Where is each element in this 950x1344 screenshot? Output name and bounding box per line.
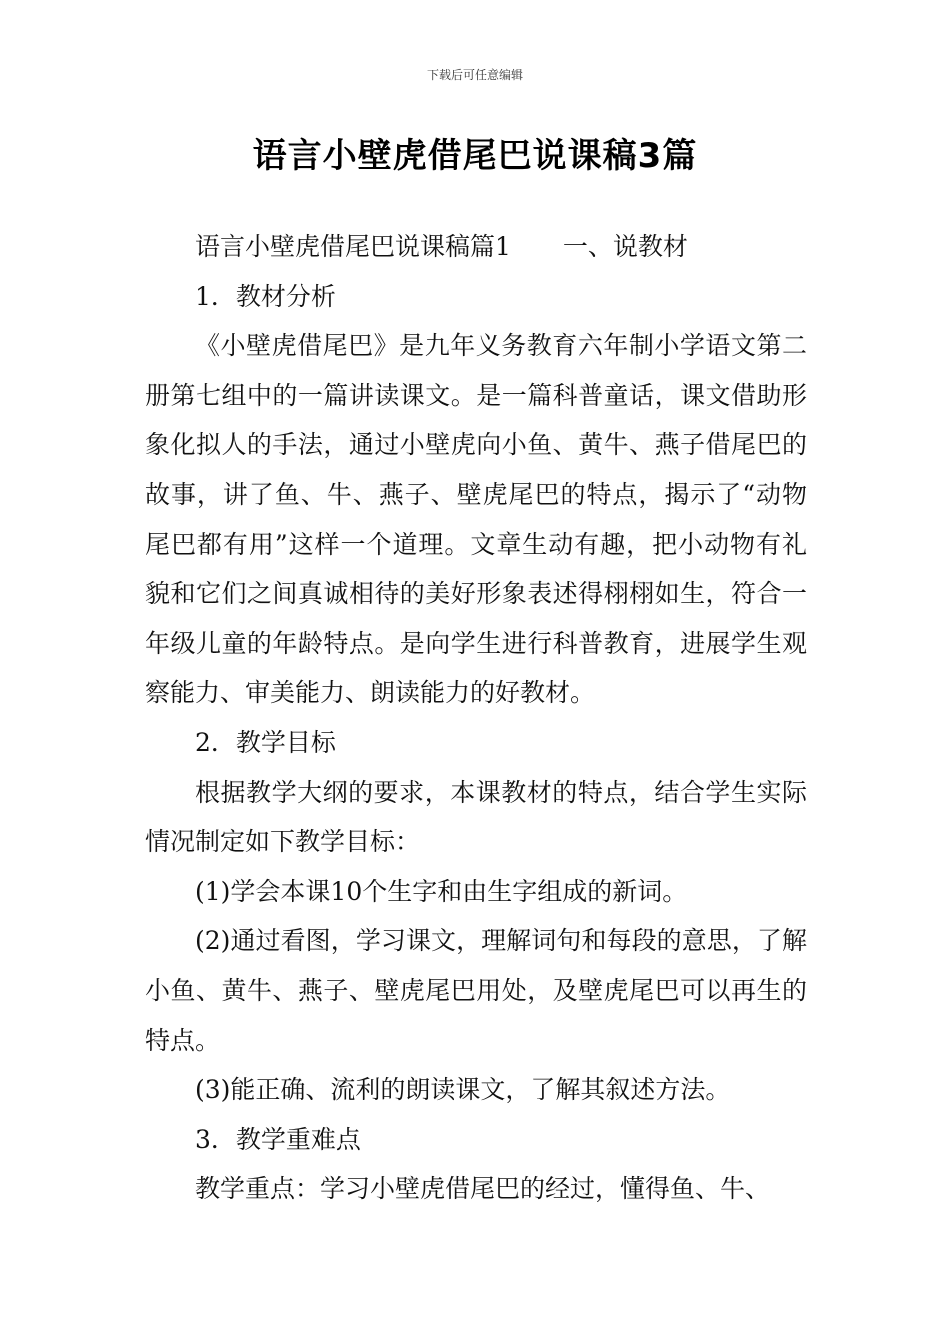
paragraph-intro — [145, 222, 807, 272]
paragraph-key-points: 教学重点：学习小壁虎借尾巴的经过，懂得鱼、牛、 — [195, 1174, 771, 1204]
heading-teaching-goals: 2．教学目标 — [195, 727, 336, 757]
document-title: 语言小壁虎借尾巴说课稿3篇 — [252, 136, 698, 176]
goal-item-2: (2)通过看图，学习课文，理解词句和每段的意思，了解小鱼、黄牛、燕子、壁虎尾巴用处，及壁虎尾巴可以再生的特点。 — [145, 926, 807, 1055]
header-note: 下载后可任意编辑 — [426, 68, 523, 82]
goal-item-1: (1)学会本课10个生字和由生字组成的新词。 — [195, 876, 688, 906]
paragraph-teaching-goals: 根据教学大纲的要求，本课教材的特点，结合学生实际情况制定如下教学目标： — [145, 777, 807, 857]
goal-item-3: (3)能正确、流利的朗读课文，了解其叙述方法。 — [195, 1075, 731, 1105]
heading-key-points: 3．教学重难点 — [195, 1124, 361, 1154]
subsection-heading: 一、说教材 — [562, 232, 688, 261]
document-body — [145, 222, 807, 1214]
paragraph-textbook-analysis: 《小壁虎借尾巴》是九年义务教育六年制小学语文第二册第七组中的一篇讲读课文。是一篇科普童话，课文借助形象化拟人的手法，通过小壁虎向小鱼、黄牛、燕子借尾巴的故事，讲了鱼、牛、燕子、壁虎尾巴的特点，揭示了“动物尾巴都有用”这样一个道理。文章生动有趣，把小动物有礼貌和它们之间真诚相待的美好形象表述得栩栩如生，符合一年级儿童的年龄特点。是向学生进行科普教育，进展学生观察能力、审美能力、朗读能力的好教材。 — [145, 331, 807, 708]
heading-textbook-analysis: 1．教材分析 — [195, 281, 336, 311]
section-heading: 语言小壁虎借尾巴说课稿篇1 — [195, 232, 511, 261]
